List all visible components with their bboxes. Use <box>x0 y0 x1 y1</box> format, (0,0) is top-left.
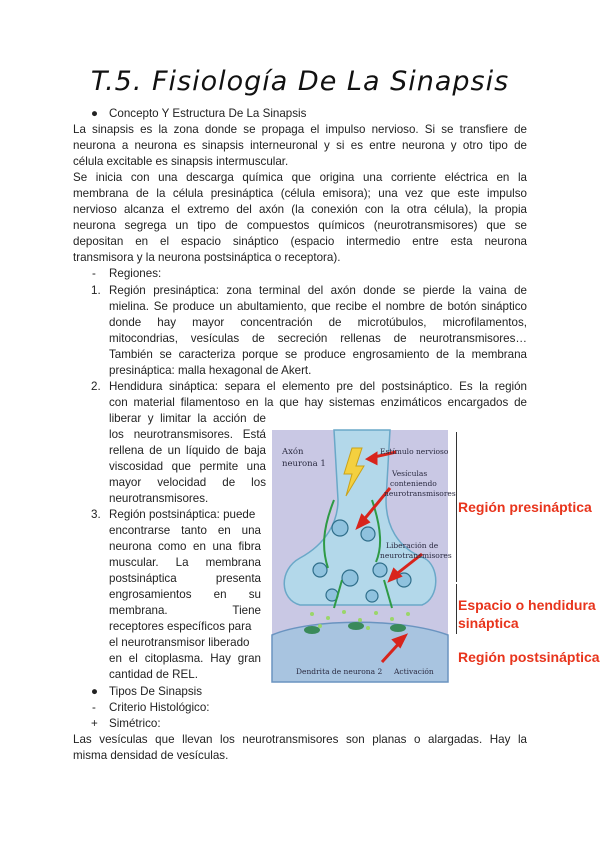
paragraph-line: depositan en el espacio sináptico (espacio intermedio entre esta neurona <box>73 235 527 248</box>
list-item-line: receptores específicos para <box>109 620 252 633</box>
list-item-line: engrosamientos en su <box>109 588 261 601</box>
vesicles-label-1: Vesículas <box>392 469 428 478</box>
list-item-line: con material filamentoso en la que hay sistemas enzimáticos encargados de <box>109 396 527 409</box>
cleft-bracket <box>450 584 457 634</box>
subcriterion-heading: Simétrico: <box>109 717 161 730</box>
list-item-line: membrana. Tiene <box>109 604 261 617</box>
section-heading: Tipos De Sinapsis <box>109 685 203 698</box>
list-item-line: viscosidad que permite una <box>109 460 266 473</box>
paragraph-line: misma densidad de vesículas. <box>73 749 229 762</box>
section-heading: Concepto Y Estructura De La Sinapsis <box>109 107 307 120</box>
plus-marker: + <box>91 717 98 730</box>
list-item-line: presináptica: malla hexagonal de Akert. <box>109 364 312 377</box>
list-item-line: donde hay mayor concentración de microtúbulos, microfilamentos, <box>109 316 527 329</box>
list-item-line: postsináptica presenta <box>109 572 261 585</box>
list-number: 2. <box>91 380 101 393</box>
list-item-line: También se caracteriza porque se produce engrosamiento de la membrana <box>109 348 527 361</box>
list-item-line: el neurotransmisor liberado <box>109 636 250 649</box>
list-item-line: neurona como en una fibra <box>109 540 261 553</box>
list-item-line: Hendidura sináptica: separa el elemento pre del postsináptico. Es la región <box>109 380 527 393</box>
presynaptic-region-label: Región presináptica <box>458 499 592 515</box>
paragraph-line: neurona segrega un tipo de compuestos químicos (neurotransmisores) que se <box>73 219 527 232</box>
list-item-line: mitocondrias, vesículas de secreción rellenas de neurotransmisores… <box>109 332 527 345</box>
page-title: T.5. Fisiología De La Sinapsis <box>90 66 510 97</box>
axon-label-1: Axón <box>282 447 304 457</box>
bullet-icon: ● <box>91 685 99 698</box>
vesicles-label-3: neurotransmisores <box>384 489 456 498</box>
activation-label: Activación <box>394 667 434 676</box>
presynaptic-bracket <box>450 432 457 582</box>
cleft-label-2: sináptica <box>458 615 519 631</box>
paragraph-line: La sinapsis es la zona donde se propaga el impulso nervioso. Si se transfiere de <box>73 123 527 136</box>
list-item-line: muscular. La membrana <box>109 556 261 569</box>
list-item-line: los neurotransmisores. Está <box>109 428 266 441</box>
regions-heading: Regiones: <box>109 267 162 280</box>
paragraph-line: neurona a neurona es sinapsis interneuronal y si es entre neurona y otro tipo de <box>73 139 527 152</box>
list-item-line: rellena de un líquido de baja <box>109 444 266 457</box>
dash-marker: - <box>92 267 96 280</box>
postsynaptic-region-label: Región postsináptica <box>458 649 600 665</box>
paragraph-line: nervioso alcanza el extremo del axón (la conexión con la otra célula), la propia <box>73 203 527 216</box>
list-item-line: neurotransmisores. <box>109 492 209 505</box>
paragraph-line: Las vesículas que llevan los neurotransmisores son planas o alargadas. Hay la <box>73 733 527 746</box>
list-item-line: Región postsináptica: puede <box>109 508 256 521</box>
axon-label-2: neurona 1 <box>282 459 326 469</box>
synapse-diagram <box>272 430 456 682</box>
vesicles-label-2: conteniendo <box>390 479 437 488</box>
paragraph-line: célula excitable es sinapsis intermuscular. <box>73 155 289 168</box>
bullet-icon: ● <box>91 107 99 120</box>
list-number: 3. <box>91 508 101 521</box>
criterion-heading: Criterio Histológico: <box>109 701 210 714</box>
list-item-line: mayor velocidad de los <box>109 476 266 489</box>
dash-marker: - <box>92 701 96 714</box>
list-item-line: liberar y limitar la acción de <box>109 412 266 425</box>
stimulus-label: Estímulo nervioso <box>380 447 449 456</box>
list-number: 1. <box>91 284 101 297</box>
dendrite-label: Dendrita de neurona 2 <box>296 667 383 676</box>
paragraph-line: transmisora y la neurona postsináptica o receptora). <box>73 251 341 264</box>
list-item-line: encontrarse tanto en una <box>109 524 261 537</box>
paragraph-line: membrana de la célula presináptica (célula emisora); una vez que este impulso <box>73 187 527 200</box>
list-item-line: cantidad de REL. <box>109 668 198 681</box>
release-label-2: neurotransmisores <box>380 551 452 560</box>
list-item-line: Región presináptica: zona terminal del axón donde se pierde la vaina de <box>109 284 527 297</box>
cleft-label-1: Espacio o hendidura <box>458 597 596 613</box>
paragraph-line: Se inicia con una descarga química que origina una corriente eléctrica en la <box>73 171 527 184</box>
list-item-line: en el citoplasma. Hay gran <box>109 652 261 665</box>
release-label-1: Liberación de <box>386 541 439 550</box>
list-item-line: mielina. Se produce un abultamiento, que recibe el nombre de botón sináptico <box>109 300 527 313</box>
